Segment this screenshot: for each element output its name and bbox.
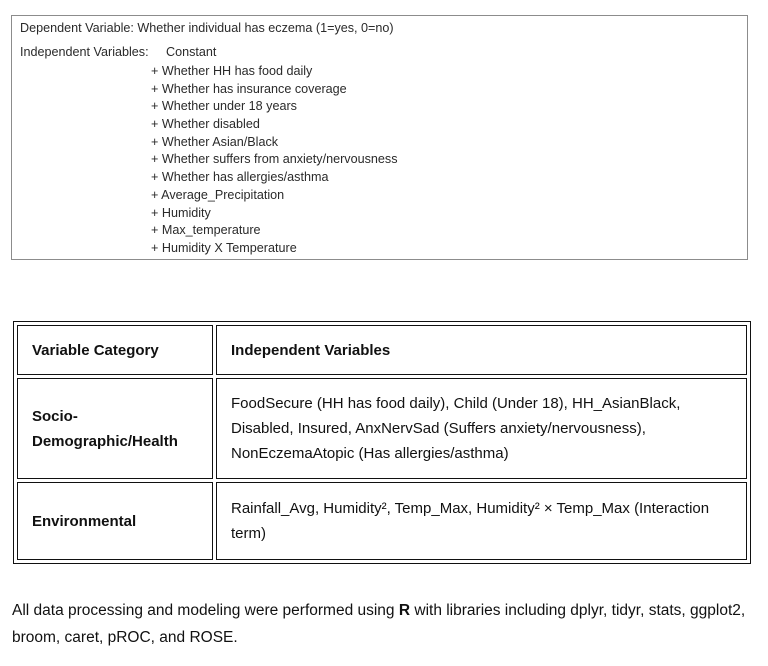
methods-text-language: R [398,602,411,619]
category-cell: Environmental [17,482,213,560]
term-humidity: + Humidity [151,205,211,220]
term-disabled: + Whether disabled [151,117,260,132]
term-insurance: + Whether has insurance coverage [151,81,347,96]
variables-cell: FoodSecure (HH has food daily), Child (Under 18), HH_AsianBlack, Disabled, Insured, AnxNervSad (Suffers anxiety/nervousness), NonEczemaAtopic (Has allergies/asthma) [216,378,747,479]
variables-cell: Rainfall_Avg, Humidity², Temp_Max, Humidity² × Temp_Max (Interaction term) [216,482,747,560]
dependent-variable-line: Dependent Variable: Whether individual has eczema (1=yes, 0=no) [20,21,394,35]
methods-text-start: All data processing and modeling were performed using [12,602,399,619]
model-specification-box [11,15,748,260]
table-header-row [17,325,747,375]
term-under-18: + Whether under 18 years [151,99,297,114]
methods-paragraph [12,597,752,651]
term-precipitation: + Average_Precipitation [151,187,285,202]
methods-text-end: with libraries including dplyr, tidyr, stats, ggplot2, broom, caret, pROC, and ROSE. [12,602,746,646]
term-allergies: + Whether has allergies/asthma [151,170,329,185]
term-humidity-x-temperature: + Humidity X Temperature [151,240,297,255]
header-independent-variables: Independent Variables [216,325,747,375]
independent-variables-label: Independent Variables: [20,45,149,59]
category-cell: Socio-Demographic/Health [17,378,213,479]
table-row [17,482,747,560]
table-row [17,378,747,479]
term-food-daily: + Whether HH has food daily [151,64,313,78]
header-variable-category: Variable Category [17,325,213,375]
term-max-temperature: + Max_temperature [151,223,261,238]
term-anxiety: + Whether suffers from anxiety/nervousness [151,152,398,167]
term-asian-black: + Whether Asian/Black [151,134,279,149]
variable-category-table [13,321,751,564]
constant-term: Constant [166,45,217,59]
independent-variable-terms [151,63,398,258]
